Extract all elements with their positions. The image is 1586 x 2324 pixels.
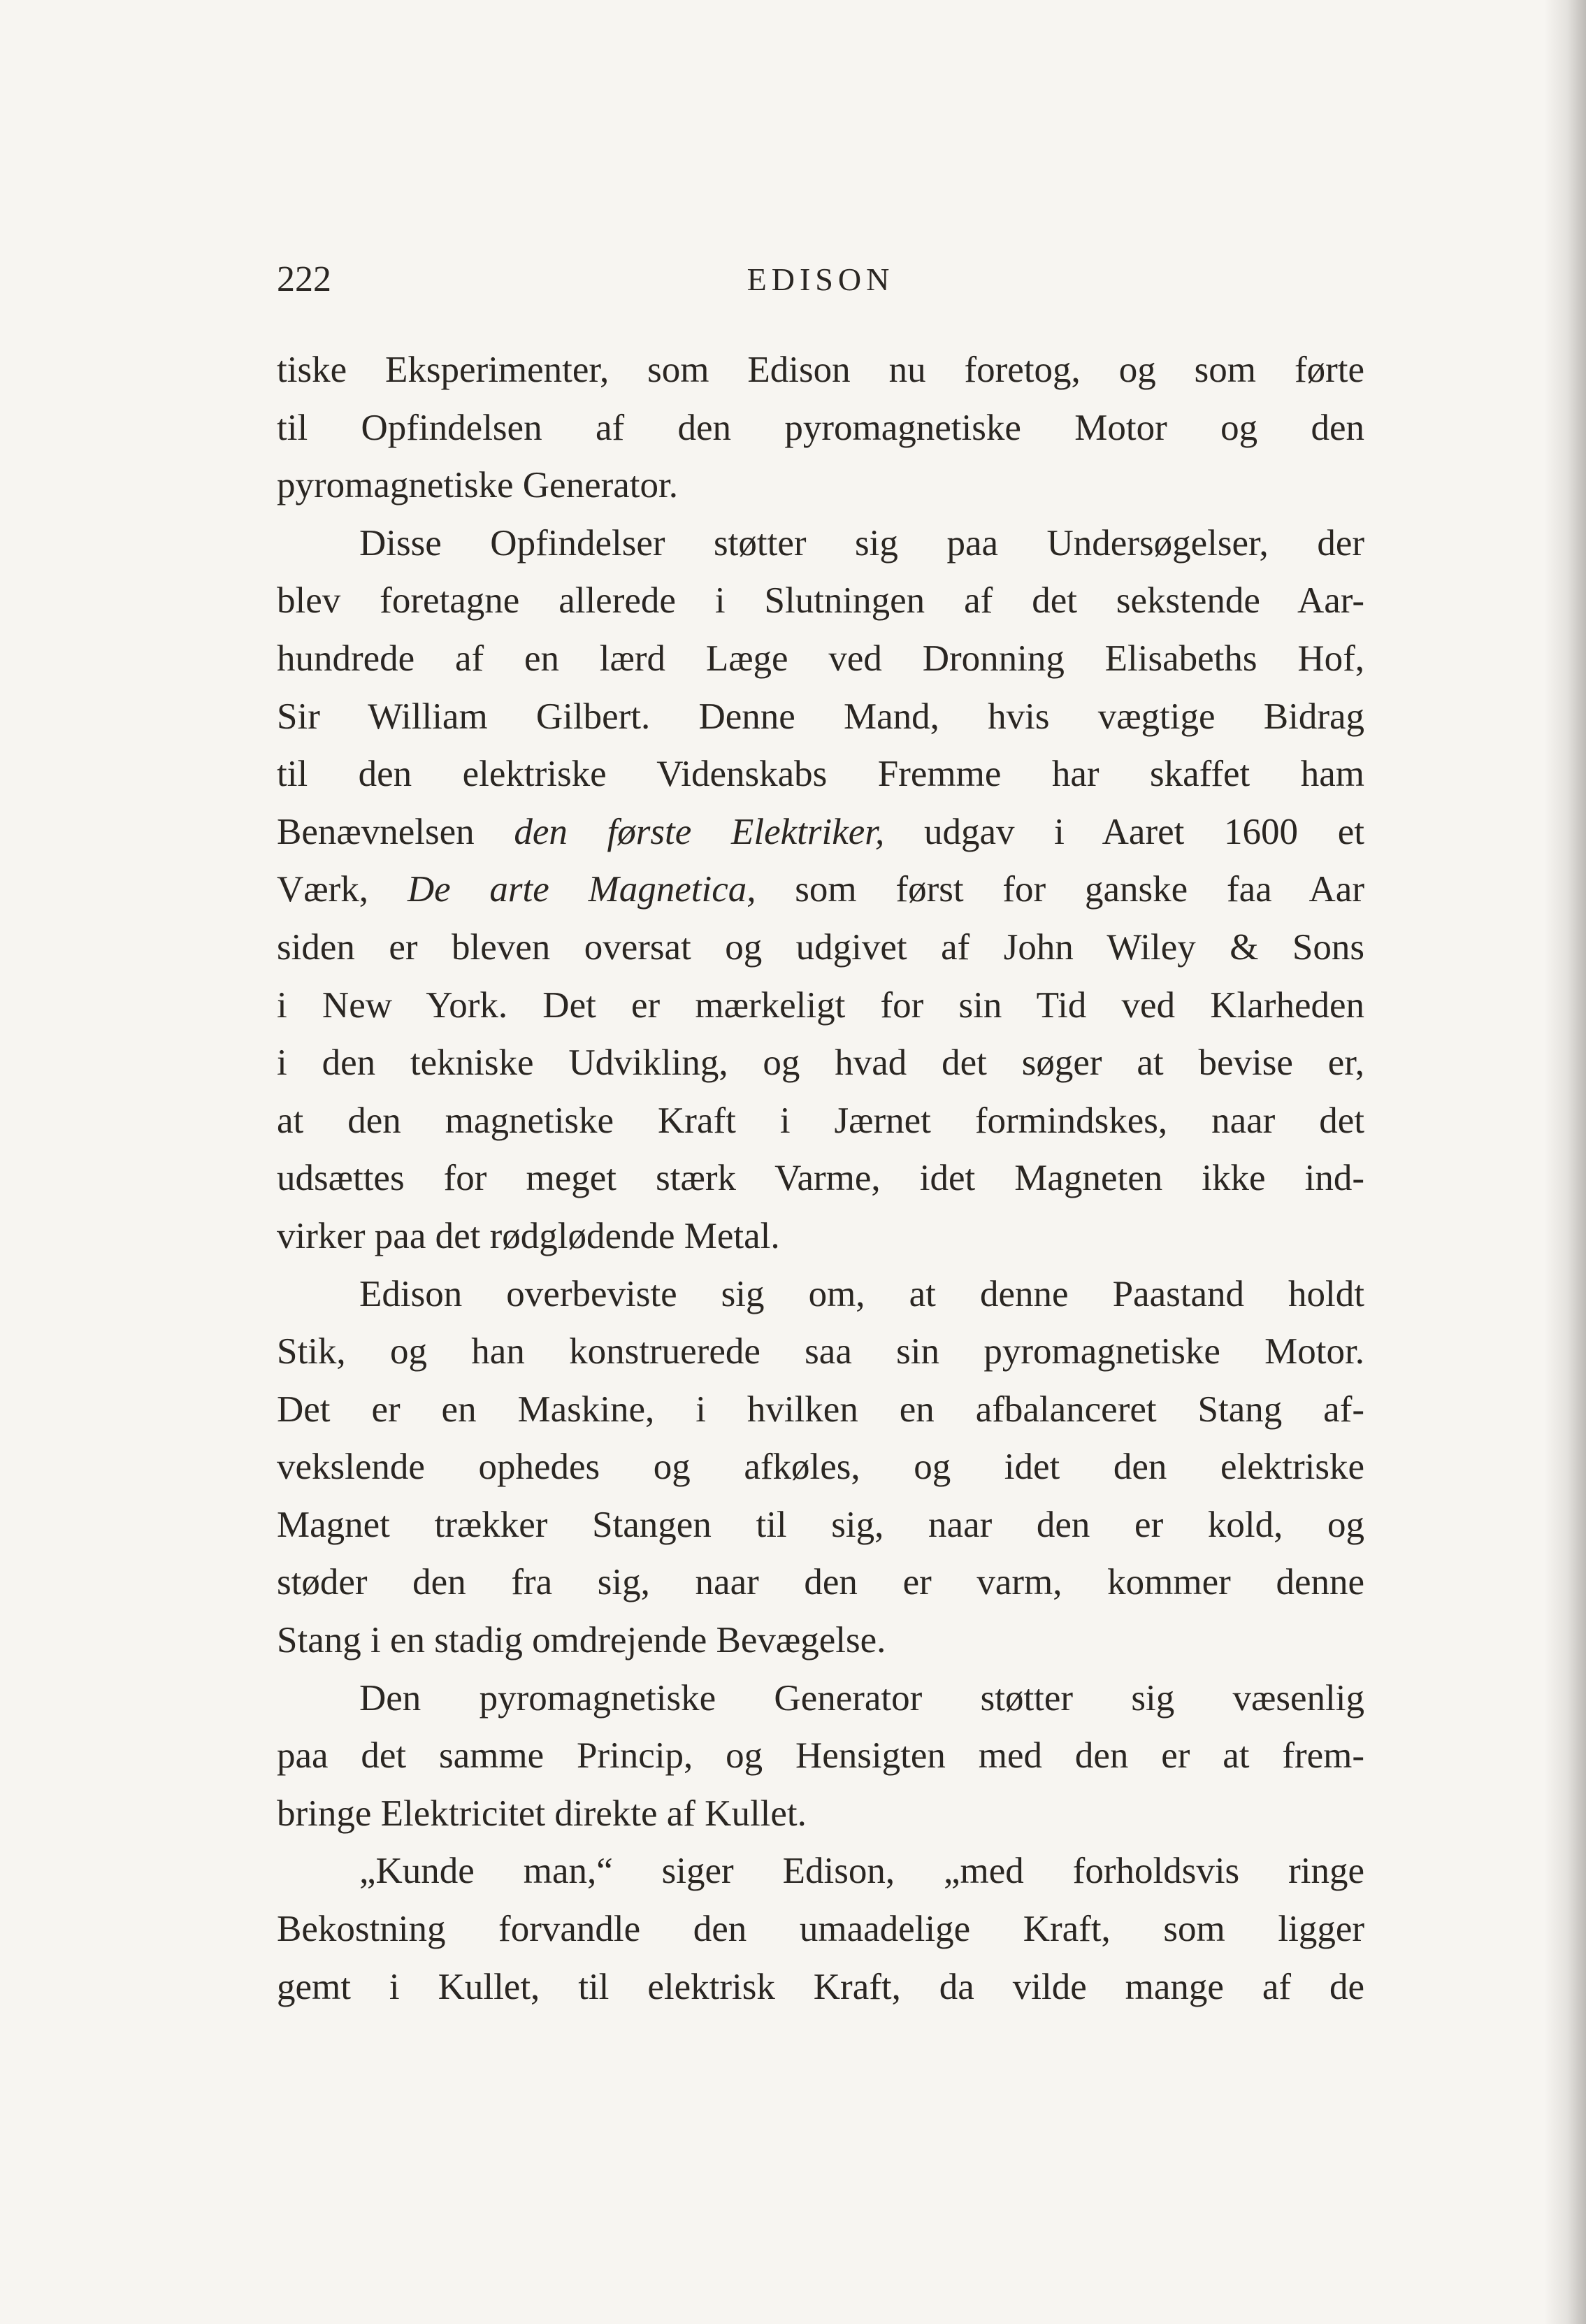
text-line: gemt i Kullet, til elektrisk Kraft, da vilde mange af de [277, 1966, 1364, 2007]
text-line: tiske Eksperimenter, som Edison nu foretog, og som førte [277, 350, 1364, 390]
paragraph-start-line: „Kunde man,“ siger Edison, „med forholdsvis ringe [359, 1851, 1364, 1892]
text-line: til Opfindelsen af den pyromagnetiske Motor og den [277, 407, 1364, 448]
text-line: Værk, De arte Magnetica, som først for ganske faa Aar [277, 869, 1364, 910]
text-line: pyromagnetiske Generator. [277, 465, 678, 506]
text-line: Sir William Gilbert. Denne Mand, hvis vægtige Bidrag [277, 696, 1364, 737]
text-line: støder den fra sig, naar den er varm, kommer denne [277, 1562, 1364, 1603]
text-line: paa det samme Princip, og Hensigten med den er at frem- [277, 1735, 1364, 1777]
text-line: til den elektriske Videnskabs Fremme har skaffet ham [277, 754, 1364, 795]
text-line: hundrede af en lærd Læge ved Dronning Elisabeths Hof, [277, 638, 1364, 679]
page-number: 222 [277, 259, 331, 299]
text-line: Det er en Maskine, i hvilken en afbalanceret Stang af- [277, 1389, 1364, 1430]
italic-book-title: De arte Magnetica, [407, 869, 756, 910]
text-line: siden er bleven oversat og udgivet af John Wiley & Sons [277, 926, 1364, 968]
text-line: Magnet trækker Stangen til sig, naar den er kold, og [277, 1504, 1364, 1545]
paragraph-start-line: Edison overbeviste sig om, at denne Paastand holdt [359, 1273, 1364, 1314]
text-line: Stang i en stadig omdrejende Bevægelse. [277, 1620, 886, 1661]
page-header [277, 252, 1364, 308]
text-line: at den magnetiske Kraft i Jærnet formindskes, naar det [277, 1100, 1364, 1141]
body-text [277, 341, 1364, 2016]
text-line: i New York. Det er mærkeligt for sin Tid ved Klarheden [277, 984, 1364, 1026]
paragraph-start-line: Den pyromagnetiske Generator støtter sig væsenlig [359, 1677, 1364, 1719]
text-line: blev foretagne allerede i Slutningen af det sekstende Aar- [277, 580, 1364, 622]
running-title: EDISON [747, 261, 895, 297]
italic-epithet: den første Elektriker, [514, 811, 885, 852]
book-page [277, 252, 1364, 2016]
page-edge-shadow [1544, 0, 1586, 2324]
text-line: Stik, og han konstruerede saa sin pyromagnetiske Motor. [277, 1331, 1364, 1372]
text-line: udsættes for meget stærk Varme, idet Magneten ikke ind- [277, 1158, 1364, 1199]
text-line: Benævnelsen den første Elektriker, udgav i Aaret 1600 et [277, 811, 1364, 852]
text-line: virker paa det rødglødende Metal. [277, 1215, 780, 1256]
text-line: i den tekniske Udvikling, og hvad det søger at bevise er, [277, 1042, 1364, 1084]
text-line: Bekostning forvandle den umaadelige Kraft, som ligger [277, 1909, 1364, 1950]
text-line: bringe Elektricitet direkte af Kullet. [277, 1793, 807, 1834]
paragraph-start-line: Disse Opfindelser støtter sig paa Undersøgelser, der [359, 522, 1364, 564]
text-line: vekslende ophedes og afkøles, og idet den elektriske [277, 1447, 1364, 1488]
